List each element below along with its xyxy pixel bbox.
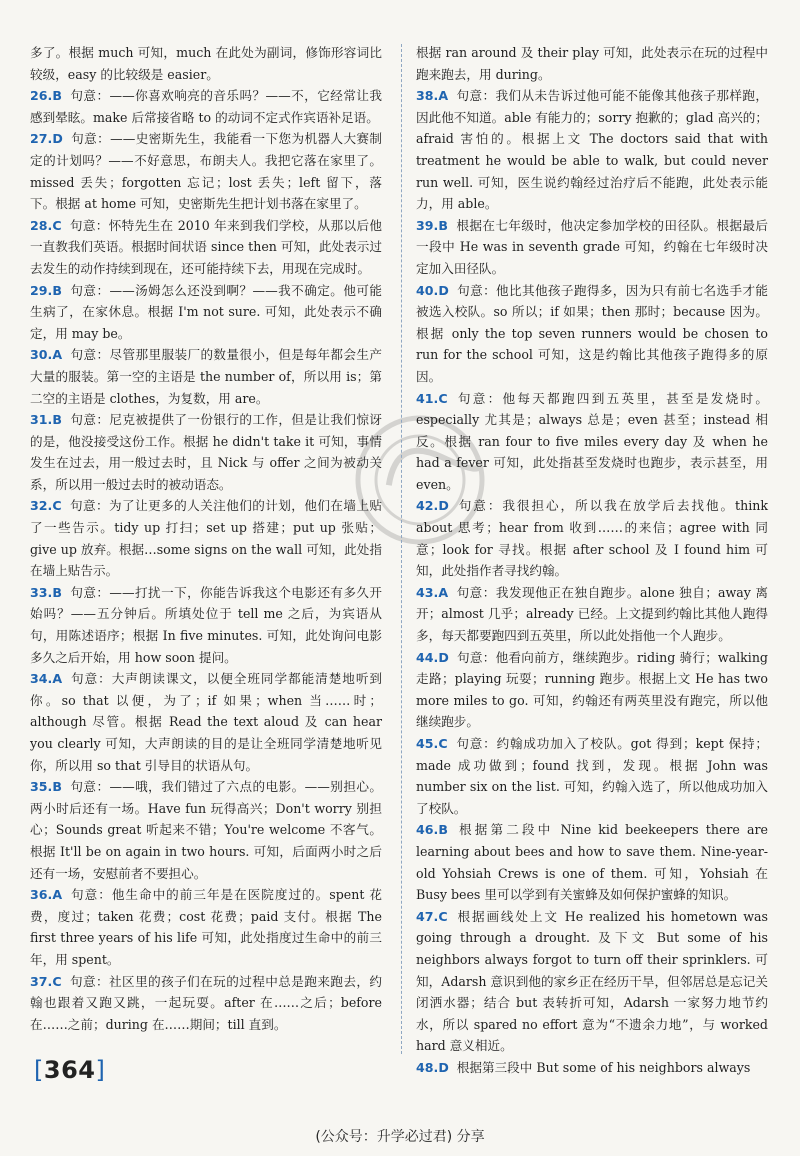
answer-entry	[416, 85, 768, 215]
explanation-text: 句意：——史密斯先生，我能看一下您为机器人大赛制定的计划吗？——不好意思，布朗夫人。我把它落在家里了。missed 丢失；forgotten 忘记；lost 丢失；left 留下，落下。根据 at home 可知，史密斯先生把计划书落在家里了。	[30, 131, 382, 212]
answer-entry	[30, 128, 382, 214]
answer-entry	[30, 409, 382, 495]
question-number: 40.	[416, 282, 439, 298]
answer-letter: C	[438, 390, 448, 406]
question-number: 27.	[30, 131, 53, 147]
answer-letter: A	[438, 584, 449, 600]
answer-entry	[416, 582, 768, 647]
explanation-text: 根据画线处上文 He realized his hometown was going through a drought. 及下文 But some of his neighbors always forgot to turn off their sprinklers. 可知，Adarsh 意识到他的家乡正在经历干旱，但邻居总是忘记关闭洒水器；结合 but 表转折可知，Adarsh 一家努力地节约水，所以 spared no effort 意为“不遗余力地”，与 worked hard 意义相近。	[416, 908, 768, 1054]
explanation-text: 句意：我很担心，所以我在放学后去找他。think about 思考；hear from 收到……的来信；agree with 同意；look for 寻找。根据 after school 及 I found him 可知，此处指作者寻找约翰。	[416, 498, 768, 579]
explanation-text: 句意：为了让更多的人关注他们的计划，他们在墙上贴了一些告示。tidy up 打扫；set up 搭建；put up 张贴；give up 放弃。根据…some signs on the wall 可知，此处指在墙上贴告示。	[30, 498, 382, 579]
answer-entry	[416, 819, 768, 905]
answer-letter: D	[52, 131, 63, 147]
explanation-text: 句意：他生命中的前三年是在医院度过的。spent 花费，度过；taken 花费；cost 花费；paid 支付。根据 The first three years of his life 可知，此处指度过生命中的前三年，用 spent。	[30, 887, 382, 967]
question-number: 32.	[30, 498, 53, 514]
question-number: 31.	[30, 412, 53, 428]
explanation-text: 句意：尼克被提供了一份银行的工作，但是让我们惊讶的是，他没接受这份工作。根据 he didn't take it 可知，事情发生在过去，用一般过去时，且 Nick 与 offer 之间为被动关系，所以用一般过去时的被动语态。	[30, 412, 382, 492]
column-divider	[401, 44, 402, 1054]
explanation-text: 句意：约翰成功加入了校队。got 得到；kept 保持；made 成功做到；found 找到，发现。根据 John was number six on the list. 可知，约翰入选了，所以他成功加入了校队。	[416, 736, 768, 816]
answer-entry	[30, 495, 382, 581]
continuation-text: 根据 ran around 及 their play 可知，此处表示在玩的过程中跑来跑去，用 during。	[416, 45, 768, 82]
explanation-text: 根据第三段中 But some of his neighbors always	[456, 1059, 751, 1075]
explanation-text: 句意：——汤姆怎么还没到啊？——我不确定。他可能生病了，在家休息。根据 I'm not sure. 可知，此处表示不确定，用 may be。	[30, 282, 382, 341]
answer-entry	[30, 280, 382, 345]
answer-letter: C	[438, 736, 448, 751]
question-number: 28.	[30, 217, 53, 233]
answer-entry	[416, 388, 768, 496]
answer-entry	[30, 85, 382, 128]
explanation-text: 句意：我发现他正在独自跑步。alone 独自；away 离开；almost 几乎；already 已经。上文提到约翰比其他人跑得多，每天都要跑四到五英里，所以此处指他一个人跑步。	[416, 584, 768, 644]
answer-entry	[416, 495, 768, 581]
question-number: 39.	[416, 217, 439, 233]
answer-letter: B	[52, 584, 62, 600]
answer-letter: A	[52, 671, 63, 687]
answer-letter: C	[52, 973, 62, 989]
answer-entry	[416, 280, 768, 388]
answer-letter: B	[438, 822, 448, 838]
answer-entry	[416, 1057, 768, 1079]
answer-entry	[30, 776, 382, 884]
question-number: 47.	[416, 908, 439, 924]
answer-entry	[30, 344, 382, 409]
explanation-text: 句意：大声朗读课文，以便全班同学都能清楚地听到你。so that 以便，为了；if 如果；when 当……时；although 尽管。根据 Read the text aloud 及 can hear you clearly 可知，大声朗读的目的是让全班同学清楚地听见你，所以用 so that 引导目的状语从句。	[30, 671, 382, 773]
answer-entry	[30, 971, 382, 1036]
left-column	[30, 42, 382, 1035]
answer-letter: C	[52, 498, 62, 514]
question-number: 26.	[30, 88, 53, 104]
question-number: 44.	[416, 649, 439, 665]
answer-entry	[416, 215, 768, 280]
answer-entry	[416, 647, 768, 733]
explanation-text: 根据在七年级时，他决定参加学校的田径队。根据最后一段中 He was in seventh grade 可知，约翰在七年级时决定加入田径队。	[416, 217, 768, 276]
answer-letter: B	[438, 217, 448, 233]
question-number: 36.	[30, 887, 53, 903]
answer-letter: A	[52, 347, 63, 363]
answer-entry	[416, 906, 768, 1057]
answer-letter: D	[438, 498, 449, 514]
answer-letter: B	[52, 779, 62, 795]
answer-entry	[30, 668, 382, 776]
question-number: 43.	[416, 584, 439, 600]
explanation-text: 句意：——打扰一下，你能告诉我这个电影还有多久开始吗？——五分钟后。所填处位于 tell me 之后，为宾语从句，用陈述语序；根据 In five minutes. 可知，此处询问电影多久之后开始，用 how soon 提问。	[30, 584, 382, 665]
answer-letter: B	[52, 282, 62, 298]
page-number: [364]	[34, 1056, 106, 1084]
explanation-text: 句意：社区里的孩子们在玩的过程中总是跑来跑去，约翰也跟着又跑又跳，一起玩耍。after 在……之后；before 在……之前；during 在……期间；till 直到。	[30, 973, 382, 1032]
answer-letter: A	[438, 88, 449, 104]
question-number: 38.	[416, 88, 439, 104]
question-number: 42.	[416, 498, 439, 514]
explanation-text: 句意：我们从未告诉过他可能不能像其他孩子那样跑，因此他不知道。able 有能力的；sorry 抱歉的；glad 高兴的；afraid 害怕的。根据上文 The doctors said that with treatment he would be able to walk, but could never run well. 可知，医生说约翰经过治疗后不能跑，此处表示能力，用 able。	[416, 88, 768, 212]
explanation-text: 句意：——哦，我们错过了六点的电影。——别担心。两小时后还有一场。Have fun 玩得高兴；Don't worry 别担心；Sounds great 听起来不错；You're welcome 不客气。根据 It'll be on again in two hours. 可知，后面两小时之后还有一场，安慰前者不要担心。	[30, 779, 382, 881]
footer-credit: (公众号：升学必过君) 分享	[315, 1129, 485, 1145]
answer-letter: A	[52, 887, 63, 903]
question-number: 46.	[416, 822, 439, 838]
answer-letter: C	[438, 908, 448, 924]
question-number: 37.	[30, 973, 53, 989]
question-number: 29.	[30, 282, 53, 298]
answer-letter: C	[52, 217, 62, 233]
explanation-text: 句意：他看向前方，继续跑步。riding 骑行；walking 走路；playing 玩耍；running 跑步。根据上文 He has two more miles to go. 可知，约翰还有两英里没有跑完，所以他继续跑步。	[416, 649, 768, 730]
explanation-text: 句意：他比其他孩子跑得多，因为只有前七名选手才能被选入校队。so 所以；if 如果；then 那时；because 因为。根据 only the top seven runners would be chosen to run for the school 可知，这是约翰比其他孩子跑得多的原因。	[416, 282, 768, 384]
question-number: 30.	[30, 347, 53, 363]
answer-letter: B	[52, 88, 62, 104]
answer-entry	[30, 215, 382, 280]
continuation-text: 多了。根据 much 可知，much 在此处为副词，修饰形容词比较级，easy 的比较级是 easier。	[30, 45, 382, 82]
question-number: 34.	[30, 671, 53, 687]
explanation-text: 句意：他每天都跑四到五英里，甚至是发烧时。especially 尤其是；always 总是；even 甚至；instead 相反。根据 ran four to five miles every day 及 when he had a fever 可知，此处指甚至发烧时也跑步，表示甚至，用 even。	[416, 390, 768, 492]
answer-entry	[416, 733, 768, 819]
answer-entry	[30, 582, 382, 668]
question-number: 48.	[416, 1059, 439, 1075]
explanation-text: 根据第二段中 Nine kid beekeepers there are learning about bees and how to save them. Nine-year-old Yohsiah Crews is one of them. 可知，Yohsiah 在 Busy bees 里可以学到有关蜜蜂及如何保护蜜蜂的知识。	[416, 822, 768, 903]
explanation-text: 句意：——你喜欢响亮的音乐吗？——不，它经常让我感到晕眩。make 后常接省略 to 的动词不定式作宾语补足语。	[30, 88, 382, 125]
question-number: 33.	[30, 584, 53, 600]
answer-letter: D	[438, 1059, 449, 1075]
answer-letter: D	[438, 649, 449, 665]
question-number: 45.	[416, 736, 439, 751]
question-number: 35.	[30, 779, 53, 795]
answer-letter: B	[52, 412, 62, 428]
explanation-text: 句意：尽管那里服装厂的数量很小，但是每年都会生产大量的服装。第一空的主语是 the number of，所以用 is；第二空的主语是 clothes，为复数，用 are。	[30, 347, 382, 406]
explanation-text: 句意：怀特先生在 2010 年来到我们学校，从那以后他一直教我们英语。根据时间状语 since then 可知，此处表示过去发生的动作持续到现在，还可能持续下去，用现在完成时。	[30, 217, 382, 276]
right-column	[416, 42, 768, 1079]
answer-entry	[30, 884, 382, 970]
answer-letter: D	[438, 282, 449, 298]
question-number: 41.	[416, 390, 439, 406]
